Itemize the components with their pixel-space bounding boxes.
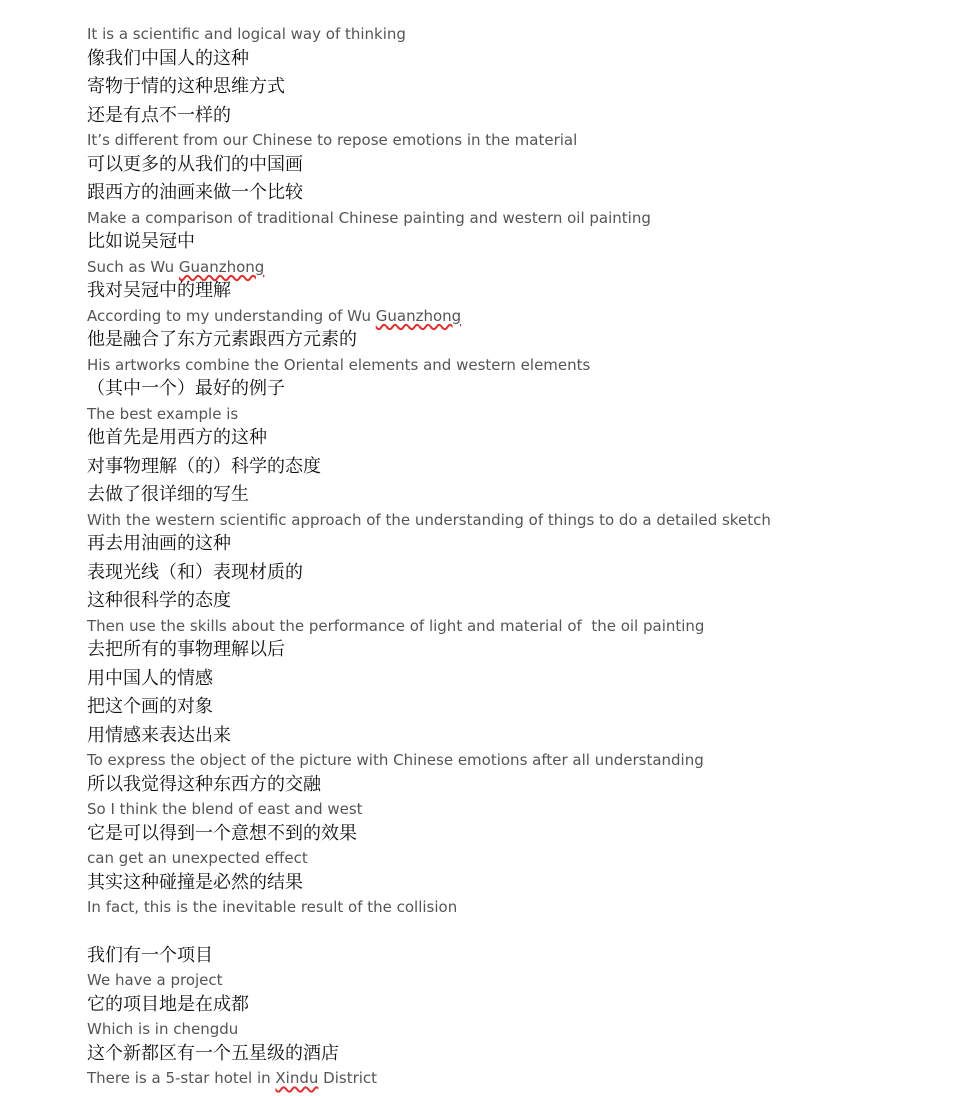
line-text: Then use the skills about the performance of light and material of the oil painting [87, 616, 705, 635]
line-text: 他是融合了东方元素跟西方元素的 [87, 329, 357, 350]
chinese-text-line [87, 559, 980, 588]
line-text: 寄物于情的这种思维方式 [87, 76, 285, 97]
line-text: We have a project [87, 971, 223, 989]
chinese-text-line [87, 277, 980, 306]
chinese-text-line [87, 151, 980, 180]
english-text-line [87, 750, 980, 771]
line-text: To express the object of the picture with Chinese emotions after all understanding [87, 751, 704, 769]
line-text: 把这个画的对象 [87, 696, 213, 717]
english-text-line [87, 970, 980, 991]
chinese-text-line [87, 942, 980, 971]
chinese-text-line [87, 665, 980, 694]
chinese-text-line [87, 73, 980, 102]
chinese-text-line [87, 45, 980, 74]
english-text-line [87, 1019, 980, 1040]
line-text: Such as Wu [87, 257, 179, 276]
english-text-line [87, 257, 980, 278]
english-text-line [87, 130, 980, 151]
document-body [87, 24, 980, 1089]
chinese-text-line [87, 326, 980, 355]
line-text: 再去用油画的这种 [87, 533, 231, 554]
chinese-text-line [87, 820, 980, 849]
line-text: His artworks combine the Oriental elements and western elements [87, 355, 591, 374]
line-text: 其实这种碰撞是必然的结果 [87, 871, 303, 893]
line-text: There is a 5-star hotel in [87, 1069, 276, 1087]
chinese-text-line [87, 991, 980, 1020]
chinese-text-line [87, 869, 980, 898]
line-text: 比如说吴冠中 [87, 231, 195, 252]
line-text: According to my understanding of Wu [87, 306, 376, 325]
line-text: 像我们中国人的这种 [87, 47, 249, 69]
line-text: With the western scientific approach of the understanding of things to do a detailed sketch [87, 510, 771, 529]
chinese-text-line [87, 481, 980, 510]
line-text: 还是有点不一样的 [87, 104, 231, 126]
english-text-line [87, 848, 980, 869]
line-text: 跟西方的油画来做一个比较 [87, 182, 303, 203]
line-text: So I think the blend of east and west [87, 800, 363, 818]
line-text: 所以我觉得这种东西方的交融 [87, 773, 321, 795]
english-text-line [87, 355, 980, 376]
line-text: 去做了很详细的写生 [87, 484, 249, 505]
chinese-text-line [87, 722, 980, 751]
chinese-text-line [87, 693, 980, 722]
line-text-after: District [318, 1069, 378, 1087]
misspelled-word[interactable]: Xindu [275, 1069, 319, 1087]
line-text: The best example is [87, 404, 239, 423]
line-text: In fact, this is the inevitable result of the collision [87, 898, 458, 916]
chinese-text-line [87, 636, 980, 665]
line-text: 用情感来表达出来 [87, 724, 231, 746]
misspelled-word[interactable]: Guanzhong [178, 257, 265, 276]
line-text: It’s different from our Chinese to repose emotions in the material [87, 131, 578, 149]
line-text: It is a scientific and logical way of thinking [87, 25, 406, 43]
chinese-text-line [87, 530, 980, 559]
chinese-text-line [87, 375, 980, 404]
chinese-text-line [87, 771, 980, 800]
line-text: 去把所有的事物理解以后 [87, 639, 285, 660]
line-text: Make a comparison of traditional Chinese painting and western oil painting [87, 208, 651, 227]
line-text: can get an unexpected effect [87, 849, 308, 867]
line-text: 用中国人的情感 [87, 667, 213, 689]
line-text: 他首先是用西方的这种 [87, 427, 267, 448]
english-text-line [87, 510, 980, 531]
line-text: 表现光线（和）表现材质的 [87, 561, 303, 583]
english-text-line [87, 24, 980, 45]
chinese-text-line [87, 179, 980, 208]
line-text: 这种很科学的态度 [87, 590, 231, 611]
line-text: 它的项目地是在成都 [87, 993, 249, 1015]
chinese-text-line [87, 102, 980, 131]
line-text: 这个新都区有一个五星级的酒店 [87, 1042, 339, 1064]
chinese-text-line [87, 587, 980, 616]
english-text-line [87, 897, 980, 918]
chinese-text-line [87, 424, 980, 453]
line-text: 我对吴冠中的理解 [87, 280, 231, 301]
chinese-text-line [87, 1040, 980, 1069]
line-text: 可以更多的从我们的中国画 [87, 153, 303, 175]
english-text-line [87, 616, 980, 637]
line-text: Which is in chengdu [87, 1020, 239, 1038]
english-text-line [87, 306, 980, 327]
english-text-line [87, 404, 980, 425]
misspelled-word[interactable]: Guanzhong [375, 306, 462, 325]
chinese-text-line [87, 228, 980, 257]
line-text: 对事物理解（的）科学的态度 [87, 455, 321, 477]
english-text-line [87, 799, 980, 820]
line-text: 它是可以得到一个意想不到的效果 [87, 822, 357, 844]
line-text: 我们有一个项目 [87, 944, 213, 966]
english-text-line [87, 1068, 980, 1089]
blank-line [87, 918, 980, 942]
english-text-line [87, 208, 980, 229]
chinese-text-line [87, 453, 980, 482]
line-text: （其中一个）最好的例子 [87, 378, 285, 399]
